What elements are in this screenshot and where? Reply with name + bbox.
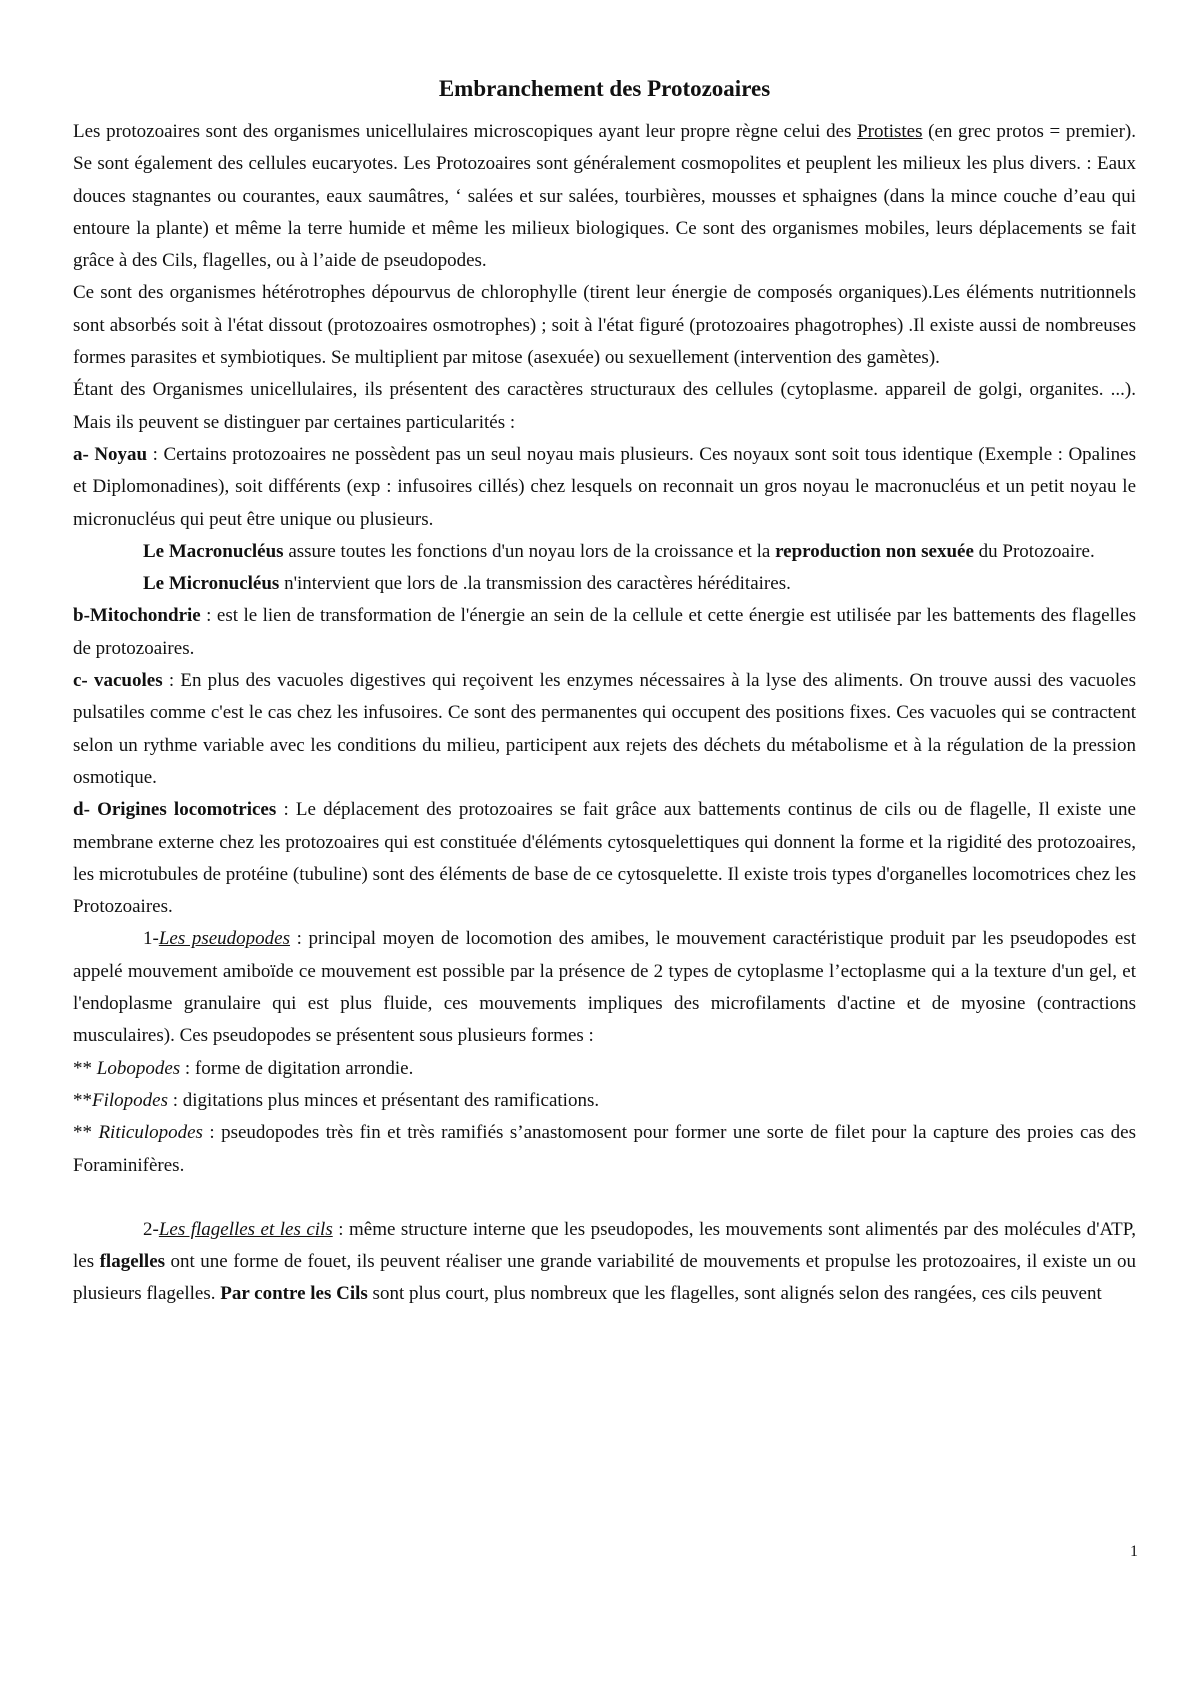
macronucleus-text-b: du Protozoaire. <box>973 540 1095 562</box>
vacuoles-text: : En plus des vacuoles digestives qui reçoivent les enzymes nécessaires à la lyse des aliments. On trouve aussi des vacuoles pulsatiles comme c'est le cas chez les infusoires. Ce sont des permanentes qui occupent des positions fixes. Ces vacuoles qui se contractent selon un rythme variable avec les conditions du milieu, participent aux rejets des déchets du métabolisme et à la régulation de la pression osmotique. <box>73 670 1137 788</box>
micronucleus-label: Le Micronucléus <box>143 573 280 595</box>
filopodes-label: Filopodes <box>92 1089 168 1111</box>
mitochondrie-label: b-Mitochondrie <box>73 605 201 627</box>
intro-paragraph-1 <box>73 116 1136 277</box>
locomotrices-paragraph <box>73 794 1136 923</box>
lobopodes-label: Lobopodes <box>96 1057 181 1079</box>
filopodes-prefix: ** <box>73 1089 92 1111</box>
flagelles-text-c: sont plus court, plus nombreux que les flagelles, sont alignés selon des rangées, ces cils peuvent <box>367 1283 1102 1305</box>
riticulopodes-prefix: ** <box>73 1122 99 1144</box>
page-title: Embranchement des Protozoaires <box>438 76 771 101</box>
lobopodes-item <box>73 1053 1136 1085</box>
micronucleus-text: n'intervient que lors de .la transmission des caractères héréditaires. <box>279 573 791 595</box>
macronucleus-label: Le Macronucléus <box>143 540 284 562</box>
pseudopodes-text: : principal moyen de locomotion des amibes, le mouvement caractéristique produit par les pseudopodes est appelé mouvement amiboïde ce mouvement est possible par la présence de 2 types de cytoplasme l’ectoplasme qui a la texture d'un gel, et l'endoplasme granulaire qui est plus fluide, ces mouvements impliques des microfilaments d'actine et de myosine (contractions musculaires). Ces pseudopodes se présentent sous plusieurs formes : <box>73 928 1136 1047</box>
flagelles-title: Les flagelles et les cils <box>158 1218 333 1240</box>
flagelles-paragraph <box>73 1214 1136 1311</box>
pseudopodes-paragraph <box>73 923 1136 1052</box>
macronucleus-paragraph <box>73 536 1136 568</box>
lobopodes-prefix: ** <box>73 1057 97 1079</box>
protistes-link[interactable]: Protistes <box>857 121 923 142</box>
pseudopodes-number: 1- <box>143 928 159 950</box>
riticulopodes-text: : pseudopodes très fin et très ramifiés s’anastomosent pour former une sorte de filet pour la capture des proies cas des Foraminifères. <box>73 1122 1136 1176</box>
flagelles-text-a: : même structure interne que les pseudopodes, les mouvements sont alimentés par des molécules d'ATP, les <box>73 1218 1136 1273</box>
filopodes-item <box>73 1085 1136 1117</box>
riticulopodes-label: Riticulopodes <box>98 1122 203 1144</box>
flagelles-bold: flagelles <box>99 1251 166 1273</box>
intro-text-a: Les protozoaires sont des organismes unicellulaires microscopiques ayant leur propre règne celui des <box>73 121 858 142</box>
intro-paragraph-2: Ce sont des organismes hétérotrophes dépourvus de chlorophylle (tirent leur énergie de composés organiques).Les éléments nutritionnels sont absorbés soit à l'état dissout (protozoaires osmotrophes) ; soit à l'état figuré (protozoaires phagotrophes) .Il existe aussi de nombreuses formes parasites et symbiotiques. Se multiplient par mitose (asexuée) ou sexuellement (intervention des gamètes). <box>73 282 1136 369</box>
macronucleus-text-a: assure toutes les fonctions d'un noyau lors de la croissance et la <box>283 540 776 562</box>
mitochondrie-text: : est le lien de transformation de l'énergie an sein de la cellule et cette énergie est utilisée par les battements des flagelles de protozoaires. <box>73 605 1136 659</box>
vacuoles-paragraph <box>73 665 1136 794</box>
noyau-paragraph <box>73 439 1136 536</box>
cils-bold: Par contre les Cils <box>220 1283 368 1305</box>
page-number: 1 <box>1130 1543 1138 1560</box>
lobopodes-text: : forme de digitation arrondie. <box>180 1057 414 1079</box>
noyau-label: a- Noyau <box>73 443 148 465</box>
riticulopodes-item <box>73 1117 1136 1182</box>
noyau-text: : Certains protozoaires ne possèdent pas un seul noyau mais plusieurs. Ces noyaux sont soit tous identique (Exemple : Opalines et Diplomonadines), soit différents (exp : infusoires cillés) chez lesquels on reconnait un gros noyau le macronucléus et un petit noyau le micronucléus qui peut être unique ou plusieurs. <box>73 443 1136 530</box>
intro-text-b: (en grec protos = premier). Se sont également des cellules eucaryotes. Les Protozoaires sont généralement cosmopolites et peuplent les milieux les plus divers. : Eaux douces stagnantes ou courantes, eaux saumâtres, ‘ salées et sur salées, tourbières, mousses et sphaignes (dans la mince couche d’eau qui entoure la plante) et même la terre humide et même les milieux biologiques. Ce sont des organismes mobiles, leurs déplacements se fait grâce à des Cils, flagelles, ou à l’aide de pseudopodes. <box>73 121 1136 272</box>
filopodes-text: : digitations plus minces et présentant des ramifications. <box>168 1089 600 1111</box>
pseudopodes-title: Les pseudopodes <box>158 928 291 950</box>
intro-paragraph-3: Étant des Organismes unicellulaires, ils présentent des caractères structuraux des cellules (cytoplasme. appareil de golgi, organites. ...). Mais ils peuvent se distinguer par certaines particularités : <box>73 379 1136 433</box>
micronucleus-paragraph <box>73 568 1136 600</box>
vacuoles-label: c- vacuoles <box>73 670 163 692</box>
flagelles-number: 2- <box>143 1218 159 1240</box>
reproduction-bold: reproduction non sexuée <box>775 540 974 562</box>
mitochondrie-paragraph <box>73 600 1136 665</box>
locomotrices-text: : Le déplacement des protozoaires se fait grâce aux battements continus de cils ou de flagelle, Il existe une membrane externe chez les protozoaires qui est constituée d'éléments cytosquelettiques qui donnent la forme et la rigidité des protozoaires, les microtubules de protéine (tubuline) sont des éléments de base de ce cytosquelette. Il existe trois types d'organelles locomotrices chez les Protozoaires. <box>73 799 1136 918</box>
locomotrices-label: d- Origines locomotrices <box>73 799 277 821</box>
flagelles-text-b: ont une forme de fouet, ils peuvent réaliser une grande variabilité de mouvements et propulse les protozoaires, il existe un ou plusieurs flagelles. <box>73 1251 1136 1305</box>
blank-line <box>73 1182 1136 1214</box>
